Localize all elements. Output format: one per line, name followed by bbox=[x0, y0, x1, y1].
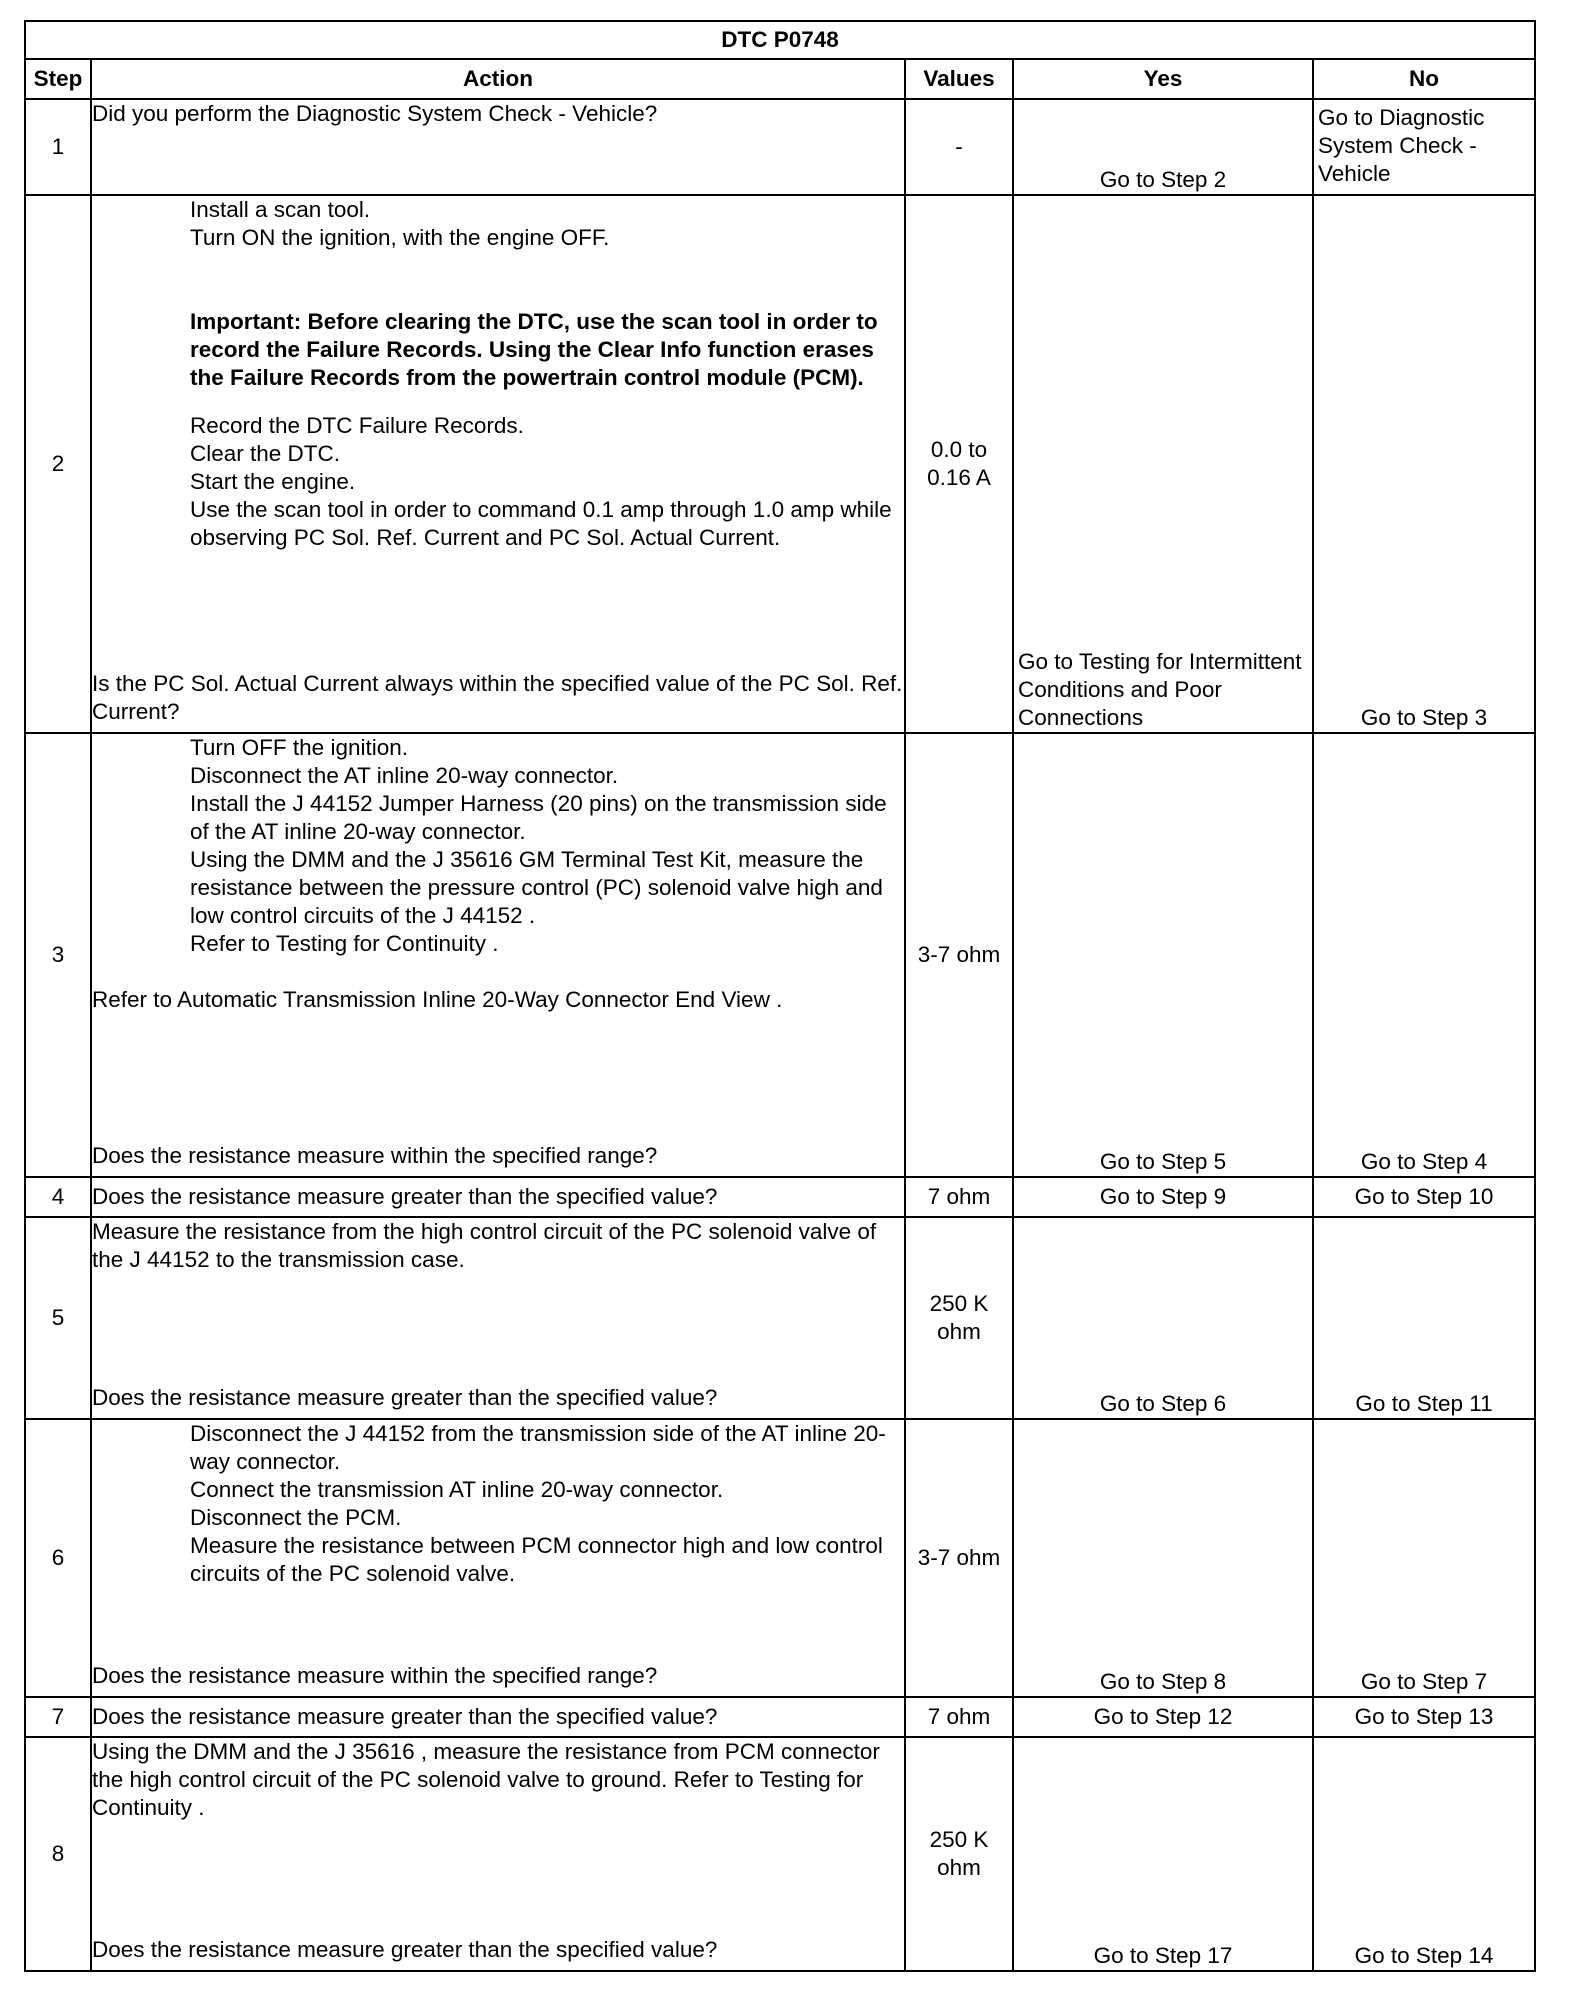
table-row bbox=[25, 1419, 1535, 1697]
instruction-line: Turn OFF the ignition. bbox=[190, 735, 409, 760]
value-cell: 3-7 ohm bbox=[905, 1419, 1013, 1697]
value-cell: 250 K ohm bbox=[905, 1737, 1013, 1971]
action-cell bbox=[91, 1737, 905, 1971]
no-cell: Go to Step 10 bbox=[1313, 1177, 1535, 1217]
action-cell bbox=[91, 1697, 905, 1737]
instruction-line: Start the engine. bbox=[190, 469, 356, 494]
yes-cell: Go to Testing for Intermittent Conditions and Poor Connections bbox=[1013, 195, 1313, 733]
instruction-line: Disconnect the J 44152 from the transmission side of the AT inline 20-way connector. bbox=[190, 1421, 886, 1474]
action-cell bbox=[91, 195, 905, 733]
no-cell: Go to Step 7 bbox=[1313, 1419, 1535, 1697]
dtc-table bbox=[24, 20, 1536, 1972]
value-cell: - bbox=[905, 99, 1013, 195]
no-cell: Go to Step 14 bbox=[1313, 1737, 1535, 1971]
table-row bbox=[25, 1737, 1535, 1971]
instruction-line: Use the scan tool in order to command 0.1 amp through 1.0 amp while observing PC Sol. Ref. Current and PC Sol. Actual Current. bbox=[190, 497, 892, 550]
action-text: Measure the resistance from the high control circuit of the PC solenoid valve of the J 44152 to the transmission case. bbox=[92, 1219, 877, 1272]
action-question: Is the PC Sol. Actual Current always within the specified value of the PC Sol. Ref. Current? bbox=[92, 671, 903, 724]
reference-note: Refer to Automatic Transmission Inline 20-Way Connector End View . bbox=[92, 987, 783, 1012]
no-cell: Go to Step 4 bbox=[1313, 733, 1535, 1177]
yes-cell: Go to Step 17 bbox=[1013, 1737, 1313, 1971]
yes-cell: Go to Step 12 bbox=[1013, 1697, 1313, 1737]
no-cell: Go to Step 13 bbox=[1313, 1697, 1535, 1737]
action-question: Does the resistance measure greater than the specified value? bbox=[92, 1937, 718, 1962]
header-values: Values bbox=[905, 59, 1013, 99]
instruction-line: Connect the transmission AT inline 20-way connector. bbox=[190, 1477, 724, 1502]
instruction-line: Install the J 44152 Jumper Harness (20 pins) on the transmission side of the AT inline 20-way connector. bbox=[190, 791, 887, 844]
table-row bbox=[25, 195, 1535, 733]
value-cell: 250 K ohm bbox=[905, 1217, 1013, 1419]
yes-cell: Go to Step 6 bbox=[1013, 1217, 1313, 1419]
instruction-line: Disconnect the AT inline 20-way connector. bbox=[190, 763, 619, 788]
step-number: 3 bbox=[25, 733, 91, 1177]
action-cell bbox=[91, 99, 905, 195]
yes-cell: Go to Step 5 bbox=[1013, 733, 1313, 1177]
instruction-line: Clear the DTC. bbox=[190, 441, 341, 466]
step-number: 5 bbox=[25, 1217, 91, 1419]
action-cell bbox=[91, 1177, 905, 1217]
instruction-line: Record the DTC Failure Records. bbox=[190, 413, 524, 438]
action-cell bbox=[91, 1419, 905, 1697]
instruction-line: Turn ON the ignition, with the engine OFF. bbox=[190, 225, 610, 250]
step-number: 2 bbox=[25, 195, 91, 733]
header-step: Step bbox=[25, 59, 91, 99]
action-question: Does the resistance measure within the specified range? bbox=[92, 1663, 658, 1688]
value-cell: 7 ohm bbox=[905, 1177, 1013, 1217]
step-number: 1 bbox=[25, 99, 91, 195]
instruction-line: Measure the resistance between PCM connector high and low control circuits of the PC solenoid valve. bbox=[190, 1533, 883, 1586]
action-cell bbox=[91, 1217, 905, 1419]
step-number: 7 bbox=[25, 1697, 91, 1737]
header-action: Action bbox=[91, 59, 905, 99]
step-number: 6 bbox=[25, 1419, 91, 1697]
header-no: No bbox=[1313, 59, 1535, 99]
important-note: Important: Before clearing the DTC, use the scan tool in order to record the Failure Records. Using the Clear Info function erases the Failure Records from the powertrain control module (PCM). bbox=[190, 309, 878, 390]
instruction-line: Using the DMM and the J 35616 GM Terminal Test Kit, measure the resistance between the pressure control (PC) solenoid valve high and low control circuits of the J 44152 . bbox=[190, 847, 883, 928]
action-question: Does the resistance measure greater than the specified value? bbox=[92, 1184, 718, 1209]
instruction-line: Install a scan tool. bbox=[190, 197, 371, 222]
action-question: Does the resistance measure within the specified range? bbox=[92, 1143, 658, 1168]
table-row bbox=[25, 733, 1535, 1177]
table-row bbox=[25, 1697, 1535, 1737]
instruction-line: Refer to Testing for Continuity . bbox=[190, 931, 499, 956]
table-row bbox=[25, 1177, 1535, 1217]
step-number: 8 bbox=[25, 1737, 91, 1971]
table-row bbox=[25, 1217, 1535, 1419]
step-number: 4 bbox=[25, 1177, 91, 1217]
table-row bbox=[25, 99, 1535, 195]
header-row bbox=[25, 59, 1535, 99]
header-yes: Yes bbox=[1013, 59, 1313, 99]
action-question: Does the resistance measure greater than the specified value? bbox=[92, 1704, 718, 1729]
action-cell bbox=[91, 733, 905, 1177]
no-cell: Go to Step 3 bbox=[1313, 195, 1535, 733]
table-title: DTC P0748 bbox=[25, 21, 1535, 59]
action-question: Does the resistance measure greater than the specified value? bbox=[92, 1385, 718, 1410]
value-cell: 3-7 ohm bbox=[905, 733, 1013, 1177]
yes-cell: Go to Step 9 bbox=[1013, 1177, 1313, 1217]
value-cell: 7 ohm bbox=[905, 1697, 1013, 1737]
action-question: Did you perform the Diagnostic System Check - Vehicle? bbox=[92, 101, 658, 126]
yes-cell: Go to Step 2 bbox=[1013, 99, 1313, 195]
no-cell: Go to Step 11 bbox=[1313, 1217, 1535, 1419]
yes-cell: Go to Step 8 bbox=[1013, 1419, 1313, 1697]
no-cell: Go to Diagnostic System Check - Vehicle bbox=[1313, 99, 1535, 195]
value-cell: 0.0 to 0.16 A bbox=[905, 195, 1013, 733]
instruction-line: Disconnect the PCM. bbox=[190, 1505, 402, 1530]
action-text: Using the DMM and the J 35616 , measure the resistance from PCM connector the high control circuit of the PC solenoid valve to ground. Refer to Testing for Continuity . bbox=[92, 1739, 880, 1820]
